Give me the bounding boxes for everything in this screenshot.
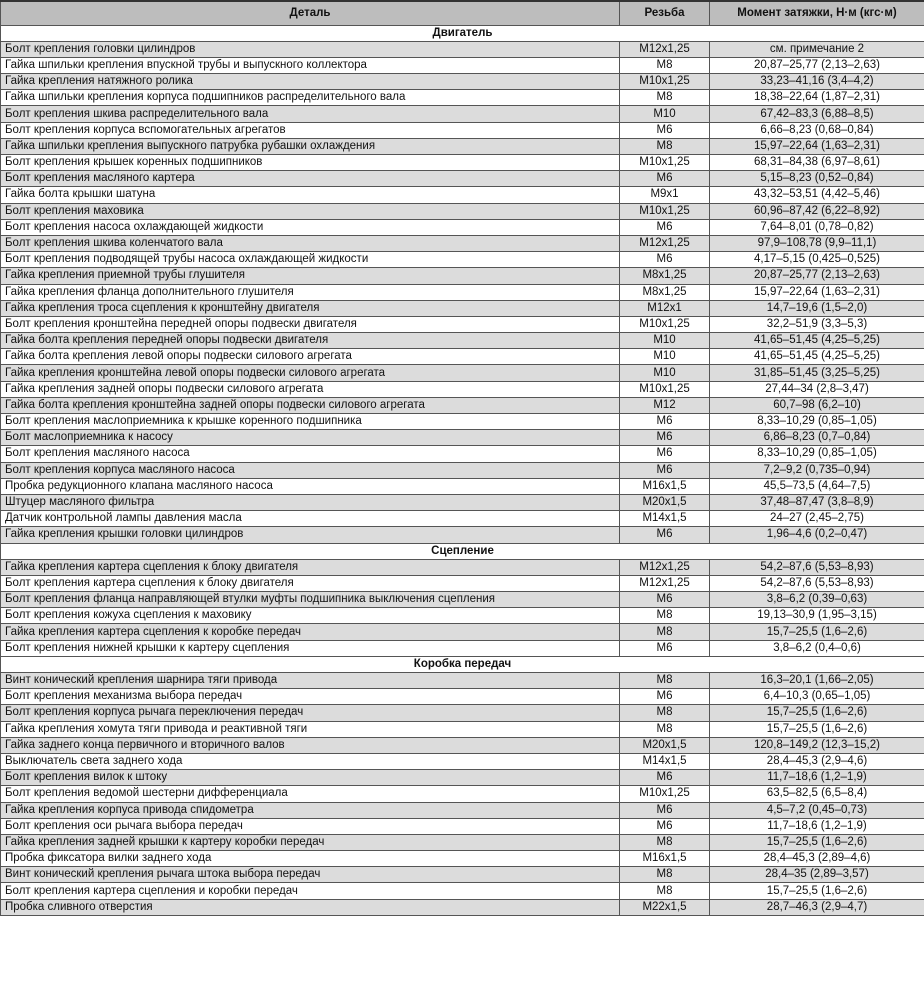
cell-part: Болт крепления шкива коленчатого вала: [1, 235, 620, 251]
cell-torque: 28,4–45,3 (2,89–4,6): [710, 851, 924, 867]
table-row: [1, 235, 924, 251]
cell-thread: M12x1,25: [620, 235, 710, 251]
cell-part: Болт маслоприемника к насосу: [1, 430, 620, 446]
cell-torque: 5,15–8,23 (0,52–0,84): [710, 171, 924, 187]
table-row: [1, 462, 924, 478]
cell-torque: 16,3–20,1 (1,66–2,05): [710, 673, 924, 689]
cell-torque: 11,7–18,6 (1,2–1,9): [710, 818, 924, 834]
cell-torque: 67,42–83,3 (6,88–8,5): [710, 106, 924, 122]
cell-thread: M6: [620, 171, 710, 187]
cell-part: Болт крепления механизма выбора передач: [1, 689, 620, 705]
cell-torque: 28,4–35 (2,89–3,57): [710, 867, 924, 883]
table-row: [1, 899, 924, 915]
cell-thread: M16x1,5: [620, 478, 710, 494]
cell-torque: 3,8–6,2 (0,39–0,63): [710, 592, 924, 608]
table-row: [1, 559, 924, 575]
section-header-row: [1, 25, 924, 41]
cell-thread: M8: [620, 138, 710, 154]
cell-thread: M10x1,25: [620, 786, 710, 802]
table-row: [1, 592, 924, 608]
table-row: [1, 90, 924, 106]
cell-torque: 11,7–18,6 (1,2–1,9): [710, 770, 924, 786]
cell-part: Гайка заднего конца первичного и вторичного валов: [1, 737, 620, 753]
cell-torque: 1,96–4,6 (0,2–0,47): [710, 527, 924, 543]
cell-thread: M6: [620, 592, 710, 608]
cell-part: Болт крепления насоса охлаждающей жидкости: [1, 219, 620, 235]
cell-thread: M8: [620, 624, 710, 640]
cell-part: Винт конический крепления шарнира тяги привода: [1, 673, 620, 689]
cell-torque: 3,8–6,2 (0,4–0,6): [710, 640, 924, 656]
table-row: [1, 381, 924, 397]
cell-part: Болт крепления вилок к штоку: [1, 770, 620, 786]
cell-torque: 8,33–10,29 (0,85–1,05): [710, 414, 924, 430]
table-row: [1, 786, 924, 802]
cell-part: Гайка шпильки крепления корпуса подшипников распределительного вала: [1, 90, 620, 106]
cell-thread: M6: [620, 689, 710, 705]
cell-part: Болт крепления шкива распределительного вала: [1, 106, 620, 122]
cell-part: Болт крепления головки цилиндров: [1, 41, 620, 57]
cell-torque: 15,97–22,64 (1,63–2,31): [710, 138, 924, 154]
cell-part: Болт крепления картера сцепления и коробки передач: [1, 883, 620, 899]
cell-thread: M8: [620, 608, 710, 624]
cell-torque: 32,2–51,9 (3,3–5,3): [710, 316, 924, 332]
cell-part: Винт конический крепления рычага штока выбора передач: [1, 867, 620, 883]
table-row: [1, 300, 924, 316]
table-row: [1, 753, 924, 769]
cell-thread: M6: [620, 252, 710, 268]
cell-torque: 54,2–87,6 (5,53–8,93): [710, 559, 924, 575]
cell-part: Гайка крепления троса сцепления к кронштейну двигателя: [1, 300, 620, 316]
section-header-row: [1, 656, 924, 672]
cell-torque: 45,5–73,5 (4,64–7,5): [710, 478, 924, 494]
cell-torque: 41,65–51,45 (4,25–5,25): [710, 333, 924, 349]
cell-torque: 33,23–41,16 (3,4–4,2): [710, 74, 924, 90]
table-row: [1, 851, 924, 867]
cell-thread: M10x1,25: [620, 155, 710, 171]
cell-part: Гайка крепления натяжного ролика: [1, 74, 620, 90]
cell-torque: 37,48–87,47 (3,8–8,9): [710, 494, 924, 510]
table-row: [1, 608, 924, 624]
cell-torque: 28,7–46,3 (2,9–4,7): [710, 899, 924, 915]
table-row: [1, 834, 924, 850]
table-body: [1, 25, 924, 915]
table-row: [1, 673, 924, 689]
cell-torque: 60,7–98 (6,2–10): [710, 397, 924, 413]
cell-part: Гайка крепления картера сцепления к блоку двигателя: [1, 559, 620, 575]
cell-torque: 15,7–25,5 (1,6–2,6): [710, 834, 924, 850]
cell-torque: 4,5–7,2 (0,45–0,73): [710, 802, 924, 818]
header-row: [1, 1, 924, 25]
table-row: [1, 316, 924, 332]
cell-thread: M8: [620, 721, 710, 737]
table-row: [1, 138, 924, 154]
cell-part: Болт крепления маховика: [1, 203, 620, 219]
cell-thread: M10: [620, 333, 710, 349]
cell-thread: M8: [620, 705, 710, 721]
table-row: [1, 365, 924, 381]
cell-torque: 27,44–34 (2,8–3,47): [710, 381, 924, 397]
cell-part: Болт крепления картера сцепления к блоку двигателя: [1, 575, 620, 591]
cell-thread: M6: [620, 430, 710, 446]
cell-thread: M8: [620, 883, 710, 899]
cell-part: Гайка болта крепления передней опоры подвески двигателя: [1, 333, 620, 349]
table-row: [1, 397, 924, 413]
table-row: [1, 155, 924, 171]
table-row: [1, 511, 924, 527]
table-row: [1, 689, 924, 705]
cell-thread: M8x1,25: [620, 284, 710, 300]
cell-part: Гайка болта крышки шатуна: [1, 187, 620, 203]
cell-thread: M12x1,25: [620, 41, 710, 57]
cell-thread: M8x1,25: [620, 268, 710, 284]
cell-torque: 20,87–25,77 (2,13–2,63): [710, 57, 924, 73]
cell-part: Болт крепления оси рычага выбора передач: [1, 818, 620, 834]
cell-thread: M8: [620, 834, 710, 850]
cell-part: Гайка крепления крышки головки цилиндров: [1, 527, 620, 543]
cell-torque: 60,96–87,42 (6,22–8,92): [710, 203, 924, 219]
cell-thread: M12x1,25: [620, 559, 710, 575]
table-row: [1, 122, 924, 138]
cell-part: Гайка крепления корпуса привода спидометра: [1, 802, 620, 818]
table-row: [1, 575, 924, 591]
cell-part: Болт крепления ведомой шестерни дифференциала: [1, 786, 620, 802]
table-row: [1, 106, 924, 122]
cell-part: Гайка крепления фланца дополнительного глушителя: [1, 284, 620, 300]
cell-thread: M10: [620, 365, 710, 381]
header-thread: Резьба: [620, 1, 710, 25]
cell-part: Выключатель света заднего хода: [1, 753, 620, 769]
cell-thread: M6: [620, 414, 710, 430]
table-row: [1, 268, 924, 284]
cell-thread: M22x1,5: [620, 899, 710, 915]
cell-torque: 6,66–8,23 (0,68–0,84): [710, 122, 924, 138]
cell-part: Пробка редукционного клапана масляного насоса: [1, 478, 620, 494]
cell-thread: M6: [620, 462, 710, 478]
cell-torque: см. примечание 2: [710, 41, 924, 57]
table-row: [1, 203, 924, 219]
table-row: [1, 219, 924, 235]
table-row: [1, 721, 924, 737]
cell-thread: M10x1,25: [620, 203, 710, 219]
cell-part: Гайка шпильки крепления впускной трубы и выпускного коллектора: [1, 57, 620, 73]
section-header-row: [1, 543, 924, 559]
cell-thread: M6: [620, 770, 710, 786]
table-row: [1, 333, 924, 349]
table-row: [1, 478, 924, 494]
cell-thread: M6: [620, 122, 710, 138]
cell-thread: M10x1,25: [620, 316, 710, 332]
cell-thread: M9x1: [620, 187, 710, 203]
cell-part: Гайка крепления задней опоры подвески силового агрегата: [1, 381, 620, 397]
table-row: [1, 446, 924, 462]
table-row: [1, 41, 924, 57]
cell-part: Болт крепления масляного насоса: [1, 446, 620, 462]
table-row: [1, 737, 924, 753]
cell-thread: M8: [620, 867, 710, 883]
table-row: [1, 430, 924, 446]
section-title: Сцепление: [1, 543, 924, 559]
table-row: [1, 57, 924, 73]
cell-torque: 8,33–10,29 (0,85–1,05): [710, 446, 924, 462]
cell-torque: 15,7–25,5 (1,6–2,6): [710, 721, 924, 737]
cell-thread: M14x1,5: [620, 753, 710, 769]
cell-part: Датчик контрольной лампы давления масла: [1, 511, 620, 527]
cell-torque: 54,2–87,6 (5,53–8,93): [710, 575, 924, 591]
table-row: [1, 349, 924, 365]
table-row: [1, 74, 924, 90]
cell-part: Болт крепления кронштейна передней опоры подвески двигателя: [1, 316, 620, 332]
cell-thread: M8: [620, 90, 710, 106]
section-title: Двигатель: [1, 25, 924, 41]
cell-part: Болт крепления нижней крышки к картеру сцепления: [1, 640, 620, 656]
cell-thread: M8: [620, 57, 710, 73]
table-row: [1, 867, 924, 883]
cell-torque: 15,7–25,5 (1,6–2,6): [710, 883, 924, 899]
table-row: [1, 187, 924, 203]
cell-torque: 7,64–8,01 (0,78–0,82): [710, 219, 924, 235]
cell-thread: M6: [620, 527, 710, 543]
cell-part: Гайка крепления приемной трубы глушителя: [1, 268, 620, 284]
table-row: [1, 818, 924, 834]
cell-thread: M16x1,5: [620, 851, 710, 867]
cell-part: Гайка болта крепления левой опоры подвески силового агрегата: [1, 349, 620, 365]
cell-torque: 18,38–22,64 (1,87–2,31): [710, 90, 924, 106]
header-part: Деталь: [1, 1, 620, 25]
cell-thread: M14x1,5: [620, 511, 710, 527]
cell-torque: 20,87–25,77 (2,13–2,63): [710, 268, 924, 284]
cell-thread: M12: [620, 397, 710, 413]
table-row: [1, 252, 924, 268]
cell-thread: M12x1,25: [620, 575, 710, 591]
cell-thread: M10: [620, 106, 710, 122]
cell-part: Болт крепления кожуха сцепления к маховику: [1, 608, 620, 624]
cell-thread: M8: [620, 673, 710, 689]
cell-part: Гайка шпильки крепления выпускного патрубка рубашки охлаждения: [1, 138, 620, 154]
cell-torque: 43,32–53,51 (4,42–5,46): [710, 187, 924, 203]
cell-torque: 14,7–19,6 (1,5–2,0): [710, 300, 924, 316]
cell-part: Болт крепления корпуса вспомогательных агрегатов: [1, 122, 620, 138]
cell-torque: 63,5–82,5 (6,5–8,4): [710, 786, 924, 802]
cell-torque: 6,4–10,3 (0,65–1,05): [710, 689, 924, 705]
cell-torque: 4,17–5,15 (0,425–0,525): [710, 252, 924, 268]
cell-torque: 120,8–149,2 (12,3–15,2): [710, 737, 924, 753]
cell-torque: 15,7–25,5 (1,6–2,6): [710, 624, 924, 640]
cell-thread: M10x1,25: [620, 74, 710, 90]
cell-thread: M6: [620, 219, 710, 235]
cell-torque: 31,85–51,45 (3,25–5,25): [710, 365, 924, 381]
cell-torque: 7,2–9,2 (0,735–0,94): [710, 462, 924, 478]
cell-torque: 41,65–51,45 (4,25–5,25): [710, 349, 924, 365]
cell-torque: 6,86–8,23 (0,7–0,84): [710, 430, 924, 446]
cell-thread: M6: [620, 802, 710, 818]
cell-torque: 15,7–25,5 (1,6–2,6): [710, 705, 924, 721]
cell-part: Болт крепления маслоприемника к крышке коренного подшипника: [1, 414, 620, 430]
cell-torque: 68,31–84,38 (6,97–8,61): [710, 155, 924, 171]
table-row: [1, 527, 924, 543]
cell-part: Гайка крепления картера сцепления к коробке передач: [1, 624, 620, 640]
header-torque: Момент затяжки, Н·м (кгс·м): [710, 1, 924, 25]
cell-part: Гайка крепления кронштейна левой опоры подвески силового агрегата: [1, 365, 620, 381]
cell-part: Гайка болта крепления кронштейна задней опоры подвески силового агрегата: [1, 397, 620, 413]
cell-thread: M10x1,25: [620, 381, 710, 397]
table-row: [1, 802, 924, 818]
table-row: [1, 171, 924, 187]
cell-part: Гайка крепления хомута тяги привода и реактивной тяги: [1, 721, 620, 737]
cell-torque: 24–27 (2,45–2,75): [710, 511, 924, 527]
table-row: [1, 414, 924, 430]
cell-thread: M12x1: [620, 300, 710, 316]
cell-part: Пробка фиксатора вилки заднего хода: [1, 851, 620, 867]
cell-part: Болт крепления масляного картера: [1, 171, 620, 187]
table-row: [1, 640, 924, 656]
cell-thread: M20x1,5: [620, 494, 710, 510]
table-row: [1, 284, 924, 300]
table-row: [1, 883, 924, 899]
cell-part: Болт крепления крышек коренных подшипников: [1, 155, 620, 171]
cell-part: Болт крепления корпуса масляного насоса: [1, 462, 620, 478]
cell-thread: M6: [620, 640, 710, 656]
cell-part: Болт крепления фланца направляющей втулки муфты подшипника выключения сцепления: [1, 592, 620, 608]
cell-thread: M20x1,5: [620, 737, 710, 753]
table-row: [1, 494, 924, 510]
cell-part: Болт крепления подводящей трубы насоса охлаждающей жидкости: [1, 252, 620, 268]
cell-part: Гайка крепления задней крышки к картеру коробки передач: [1, 834, 620, 850]
cell-torque: 19,13–30,9 (1,95–3,15): [710, 608, 924, 624]
cell-part: Болт крепления корпуса рычага переключения передач: [1, 705, 620, 721]
cell-torque: 97,9–108,78 (9,9–11,1): [710, 235, 924, 251]
cell-torque: 28,4–45,3 (2,9–4,6): [710, 753, 924, 769]
cell-thread: M10: [620, 349, 710, 365]
table-row: [1, 624, 924, 640]
table-row: [1, 705, 924, 721]
cell-part: Пробка сливного отверстия: [1, 899, 620, 915]
cell-thread: M6: [620, 818, 710, 834]
section-title: Коробка передач: [1, 656, 924, 672]
table-row: [1, 770, 924, 786]
cell-torque: 15,97–22,64 (1,63–2,31): [710, 284, 924, 300]
cell-thread: M6: [620, 446, 710, 462]
cell-part: Штуцер масляного фильтра: [1, 494, 620, 510]
